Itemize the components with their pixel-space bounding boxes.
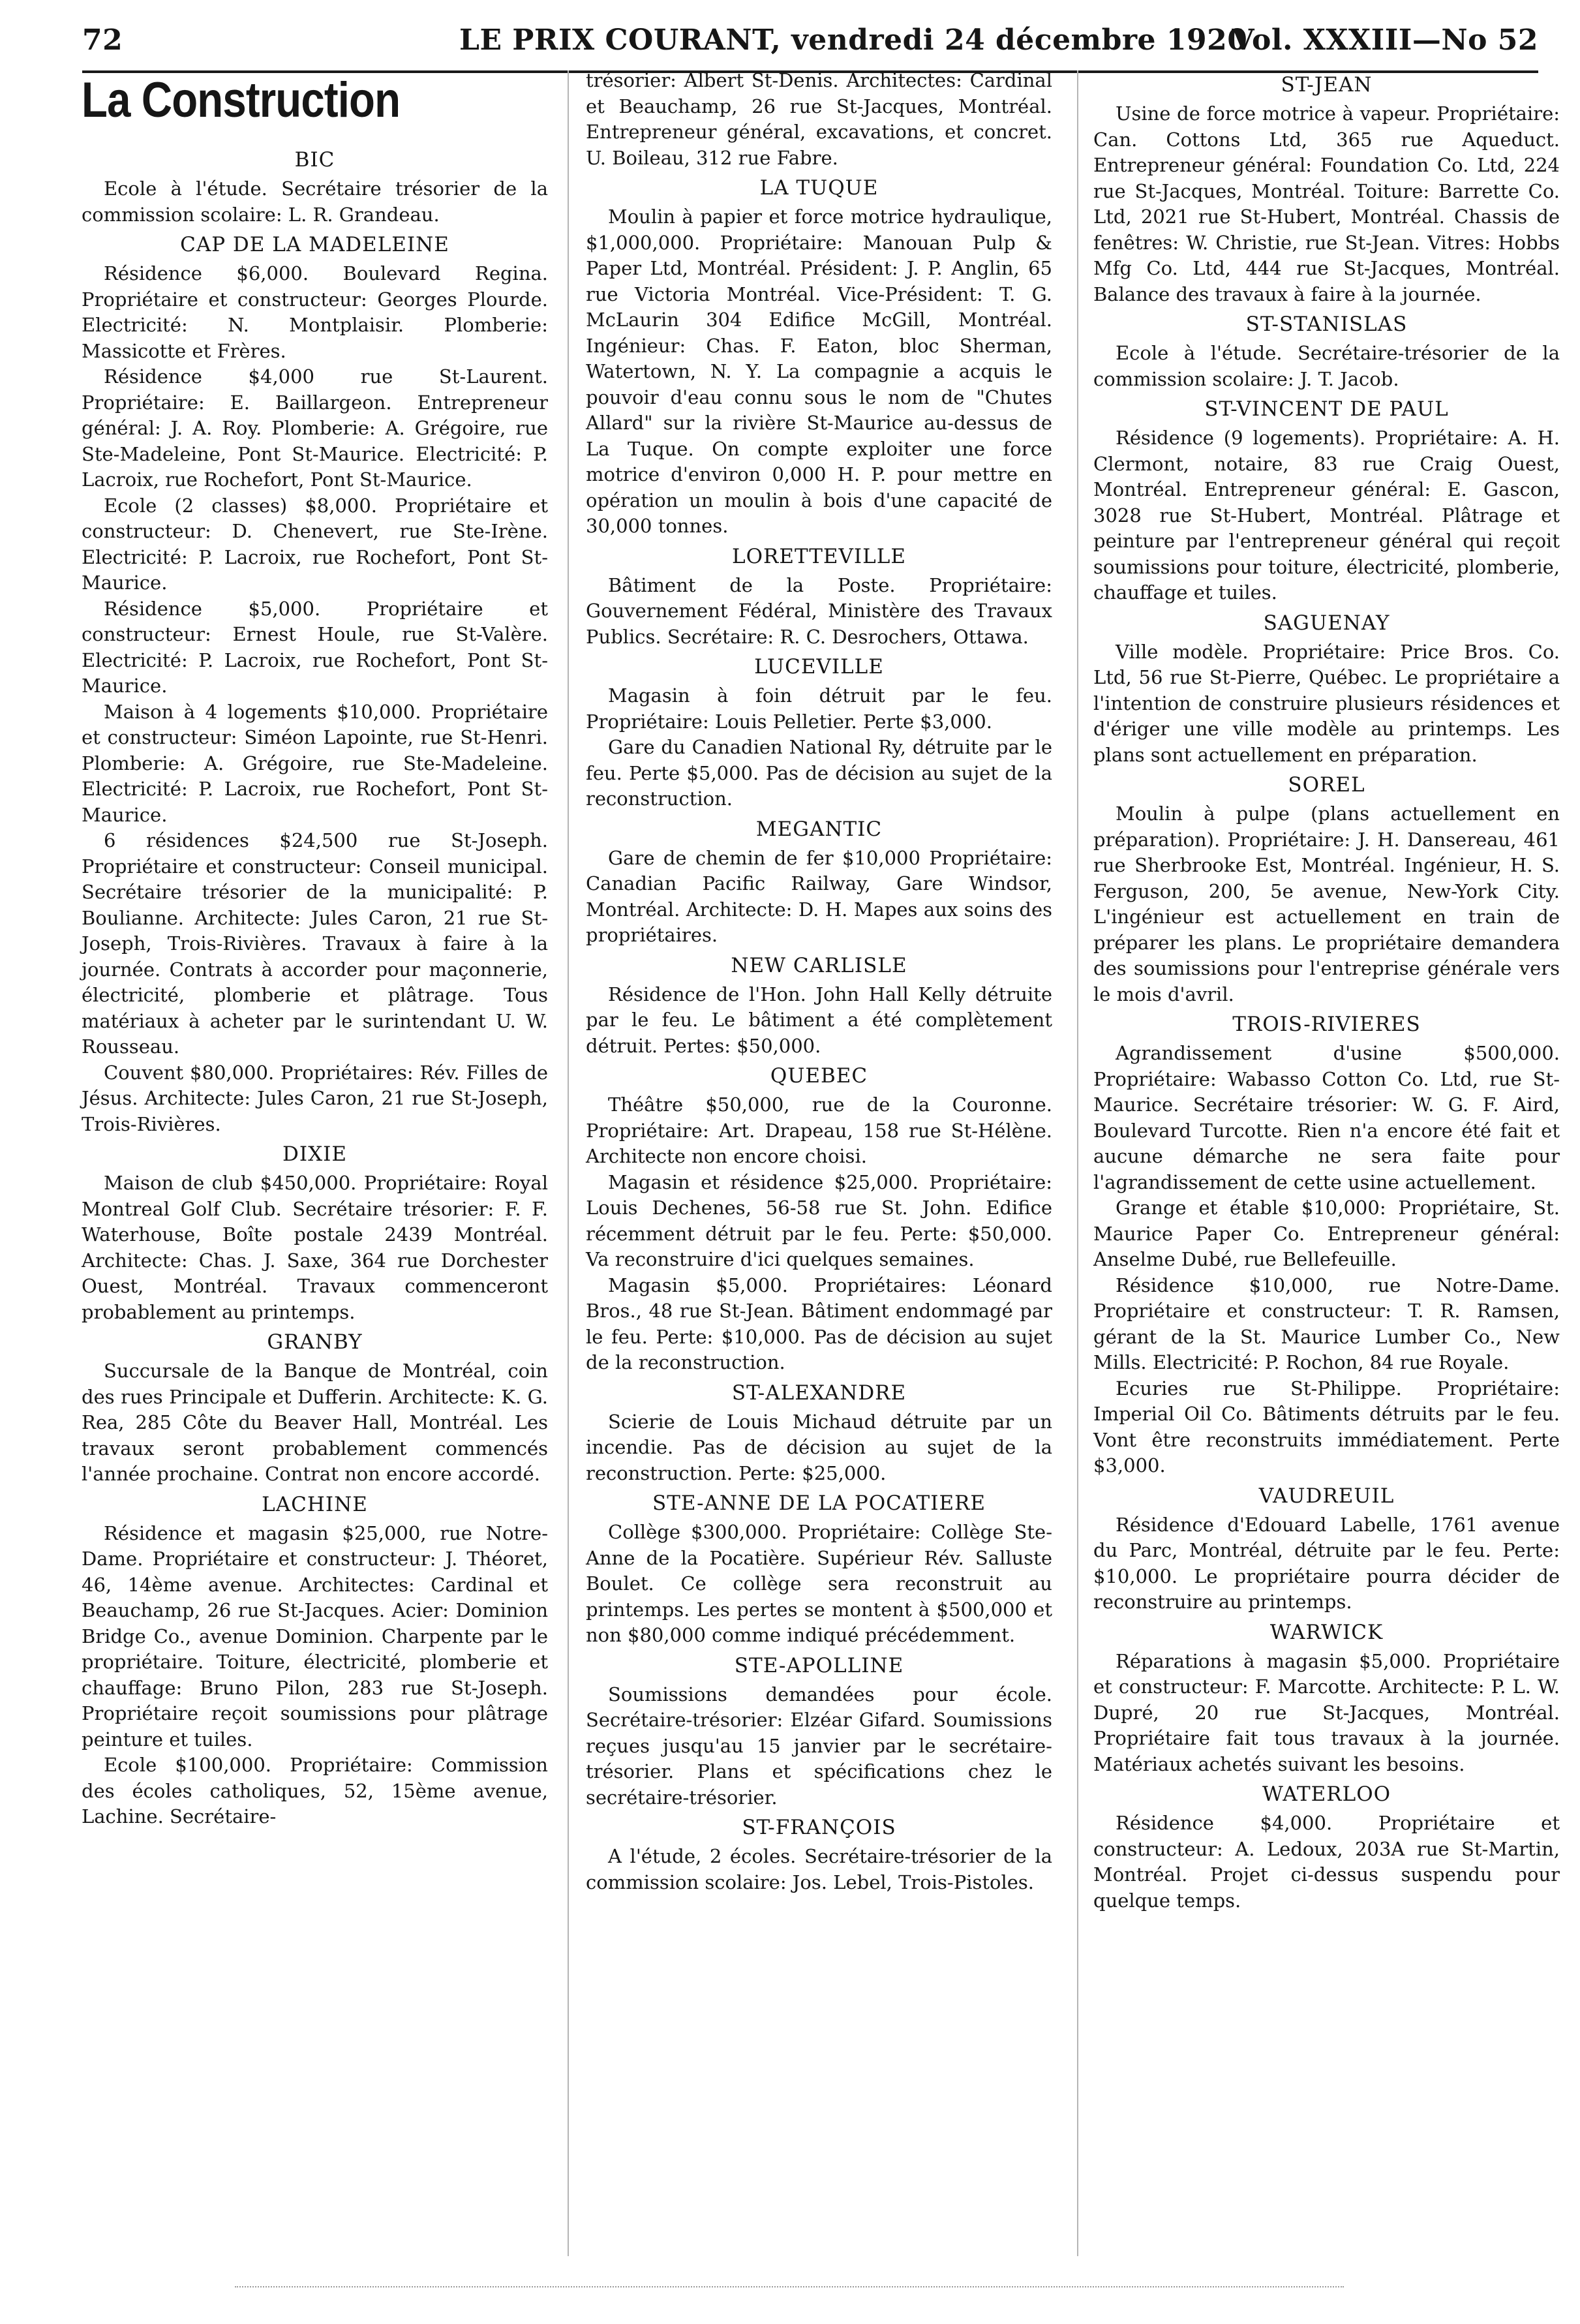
notice-paragraph: trésorier: Albert St-Denis. Architectes: Cardinal et Beauchamp, 26 rue St-Jacques, Montréal. Entrepreneur général, excavations, et concret. U. Boileau, 312 rue Fabre. bbox=[586, 69, 1052, 169]
notice-paragraph: Usine de force motrice à vapeur. Propriétaire: Can. Cottons Ltd, 365 rue Aqueduct. Entrepreneur général: Foundation Co. Ltd, 224 rue St-Jacques, Montréal. Toiture: Barrette Co. Ltd, 2021 rue St-Hubert, Montréal. Chassis de fenêtres: W. Christie, rue St-Jean. Vitres: Hobbs Mfg Co. Ltd, 444 rue St-Jacques, Montréal. Balance des travaux à faire à la journée. bbox=[1093, 102, 1560, 305]
place-heading: NEW CARLISLE bbox=[731, 953, 907, 977]
notice-paragraph: Bâtiment de la Poste. Propriétaire: Gouvernement Fédéral, Ministère des Travaux Publics. Secrétaire: R. C. Desrochers, Ottawa. bbox=[586, 573, 1052, 648]
place-heading: TROIS-RIVIERES bbox=[1232, 1013, 1421, 1036]
notice-paragraph: Ecuries rue St-Philippe. Propriétaire: Imperial Oil Co. Bâtiments détruits par le feu. Vont être reconstruits immédiatement. Perte $3,000. bbox=[1093, 1377, 1560, 1476]
notice-paragraph: Succursale de la Banque de Montréal, coin des rues Principale et Dufferin. Architecte: K. G. Rea, 285 Côte du Beaver Hall, Montréal. Les travaux seront probablement commencés l'année prochaine. Contrat non encore accordé. bbox=[82, 1360, 548, 1485]
page-number: 72 bbox=[82, 23, 123, 57]
notice-paragraph: Résidence d'Edouard Labelle, 1761 avenue du Parc, Montréal, détruite par le feu. Perte: $10,000. Le propriétaire pourra décider de reconstruire au printemps. bbox=[1093, 1513, 1560, 1613]
notice-paragraph: Moulin à pulpe (plans actuellement en préparation). Propriétaire: J. H. Dansereau, 461 rue Sherbrooke Est, Montréal. Ingénieur, H. S. Ferguson, 200, 5e avenue, New-York City. L'ingénieur est actuellement en train de préparer les plans. Le propriétaire demandera des soumissions pour l'entreprise générale vers le mois d'avril. bbox=[1093, 803, 1560, 1005]
notice-paragraph: Résidence $4,000 rue St-Laurent. Propriétaire: E. Baillargeon. Entrepreneur général: J. A. Roy. Plomberie: A. Grégoire, rue Ste-Madeleine, Pont St-Maurice. Electricité: P. Lacroix, rue Rochefort, Pont St-Maurice. bbox=[82, 365, 548, 491]
notice-paragraph: Grange et étable $10,000: Propriétaire, St. Maurice Paper Co. Entrepreneur général: Anselme Dubé, rue Bellefeuille. bbox=[1093, 1197, 1560, 1270]
notice-paragraph: Magasin et résidence $25,000. Propriétaire: Louis Dechenes, 56-58 rue St. John. Edifice récemment détruit par le feu. Perte: $50,000. Va reconstruire d'ici quelques semaines. bbox=[586, 1170, 1052, 1270]
notice-paragraph: Ecole à l'étude. Secrétaire-trésorier de la commission scolaire: J. T. Jacob. bbox=[1093, 342, 1560, 390]
place-heading: GRANBY bbox=[267, 1330, 363, 1354]
place-heading: WARWICK bbox=[1269, 1620, 1384, 1644]
notice-paragraph: Couvent $80,000. Propriétaires: Rév. Filles de Jésus. Architecte: Jules Caron, 21 rue St-Joseph, Trois-Rivières. bbox=[82, 1061, 548, 1135]
column-1 bbox=[82, 68, 548, 1830]
notice-paragraph: Résidence $6,000. Boulevard Regina. Propriétaire et constructeur: Georges Plourde. Electricité: N. Montplaisir. Plomberie: Massicotte et Frères. bbox=[82, 262, 548, 362]
page-bottom-rule bbox=[235, 2284, 1344, 2287]
place-heading: QUEBEC bbox=[770, 1064, 868, 1088]
place-heading: ST-ALEXANDRE bbox=[731, 1381, 907, 1405]
place-heading: STE-APOLLINE bbox=[734, 1653, 904, 1677]
volume-number: Vol. XXXIII—No 52 bbox=[1232, 23, 1538, 57]
place-heading: CAP DE LA MADELEINE bbox=[180, 233, 449, 256]
notice-paragraph: Moulin à papier et force motrice hydraulique, $1,000,000. Propriétaire: Manouan Pulp & Paper Ltd, Montréal. Président: J. P. Anglin, 65 rue Victoria Montréal. Vice-Président: T. G. McLaurin 304 Edifice McGill, Montréal. Ingénieur: Chas. F. Eaton, bloc Sherman, Watertown, N. Y. La compagnie a acquis le pouvoir d'eau connu sous le nom de "Chutes Allard" sur la rivière St-Maurice au-dessus de La Tuque. On compte exploiter une force motrice d'environ 0,000 H. P. pour mettre en opération un moulin à bois d'une capacité de 30,000 tonnes. bbox=[586, 206, 1052, 537]
notice-paragraph: Ecole à l'étude. Secrétaire trésorier de la commission scolaire: L. R. Grandeau. bbox=[82, 177, 548, 226]
place-heading: ST-JEAN bbox=[1281, 73, 1373, 97]
notice-paragraph: Soumissions demandées pour école. Secrétaire-trésorier: Elzéar Gifard. Soumissions reçues jusqu'au 15 janvier par le secrétaire-trésorier. Plans et spécifications chez le secrétaire-trésorier. bbox=[586, 1683, 1052, 1809]
notice-paragraph: Collège $300,000. Propriétaire: Collège Ste-Anne de la Pocatière. Supérieur Rév. Salluste Boulet. Ce collège sera reconstruit au printemps. Les pertes se montent à $500,000 et non $80,000 comme indiqué précédemment. bbox=[586, 1521, 1052, 1646]
place-heading: SOREL bbox=[1288, 773, 1365, 797]
place-heading: LUCEVILLE bbox=[754, 655, 884, 679]
place-heading: DIXIE bbox=[282, 1142, 348, 1166]
notice-paragraph: Magasin $5,000. Propriétaires: Léonard Bros., 48 rue St-Jean. Bâtiment endommagé par le feu. Perte: $10,000. Pas de décision au sujet de la reconstruction. bbox=[586, 1274, 1052, 1373]
place-heading: ST-STANISLAS bbox=[1245, 313, 1408, 336]
notice-paragraph: Réparations à magasin $5,000. Propriétaire et constructeur: F. Marcotte. Architecte: P. L. W. Dupré, 20 rue St-Jacques, Montréal. Propriétaire fait tous travaux à la journée. Matériaux achetés suivant les besoins. bbox=[1093, 1649, 1560, 1775]
notice-paragraph: Scierie de Louis Michaud détruite par un incendie. Pas de décision au sujet de la reconstruction. Perte: $25,000. bbox=[586, 1410, 1052, 1484]
notice-paragraph: Résidence $10,000, rue Notre-Dame. Propriétaire et constructeur: T. R. Ramsen, gérant de la St. Maurice Lumber Co., New Mills. Electricité: P. Rochon, 84 rue Royale. bbox=[1093, 1274, 1560, 1373]
place-heading: WATERLOO bbox=[1262, 1782, 1391, 1806]
place-heading: SAGUENAY bbox=[1263, 611, 1390, 635]
place-heading: VAUDREUIL bbox=[1258, 1484, 1395, 1508]
notice-paragraph: Résidence $5,000. Propriétaire et constructeur: Ernest Houle, rue St-Valère. Electricité: P. Lacroix, rue Rochefort, Pont St-Maurice. bbox=[82, 597, 548, 697]
notice-paragraph: Résidence (9 logements). Propriétaire: A. H. Clermont, notaire, 83 rue Craig Ouest, Montréal. Entrepreneur général: E. Gascon, 3028 rue St-Hubert, Montréal. Plâtrage et peinture par l'entrepreneur général qui reçoit soumissions pour toiture, électricité, plomberie, chauffage et tuiles. bbox=[1093, 427, 1560, 604]
notice-paragraph: Magasin à foin détruit par le feu. Propriétaire: Louis Pelletier. Perte $3,000. bbox=[586, 684, 1052, 733]
notice-paragraph: Ecole (2 classes) $8,000. Propriétaire et constructeur: D. Chenevert, rue Ste-Irène. Electricité: P. Lacroix, rue Rochefort, Pont St-Maurice. bbox=[82, 494, 548, 594]
place-heading: ST-VINCENT DE PAUL bbox=[1204, 397, 1449, 421]
column-2 bbox=[586, 68, 1052, 1895]
place-heading: BIC bbox=[294, 148, 335, 172]
place-heading: LA TUQUE bbox=[759, 176, 879, 200]
place-heading: MEGANTIC bbox=[755, 817, 883, 841]
notice-paragraph: 6 résidences $24,500 rue St-Joseph. Propriétaire et constructeur: Conseil municipal. Secrétaire trésorier de la municipalité: P. Boulianne. Architecte: Jules Caron, 21 rue St-Joseph, Trois-Rivières. Travaux à faire à la journée. Contrats à accorder pour maçonnerie, électricité, plomberie et plâtrage. Tous matériaux à acheter par le surintendant U. W. Rousseau. bbox=[82, 829, 548, 1058]
place-heading: STE-ANNE DE LA POCATIERE bbox=[652, 1491, 986, 1515]
notice-paragraph: Résidence $4,000. Propriétaire et constructeur: A. Ledoux, 203A rue St-Martin, Montréal. Projet ci-dessus suspendu pour quelque temps. bbox=[1093, 1812, 1560, 1912]
place-heading: LORETTEVILLE bbox=[732, 544, 906, 568]
column-rule bbox=[1077, 70, 1078, 2256]
place-heading: LACHINE bbox=[262, 1492, 368, 1516]
column-3 bbox=[1093, 68, 1560, 1914]
place-heading: ST-FRANÇOIS bbox=[742, 1816, 896, 1839]
masthead bbox=[82, 13, 1538, 73]
section-rubric: La Construction bbox=[82, 72, 401, 128]
notice-paragraph: Ville modèle. Propriétaire: Price Bros. Co. Ltd, 56 rue St-Pierre, Québec. Le propriétaire a l'intention de construire plusieurs résidences et d'ériger une ville modèle au printemps. Les plans sont actuellement en préparation. bbox=[1093, 640, 1560, 766]
notice-paragraph: Agrandissement d'usine $500,000. Propriétaire: Wabasso Cotton Co. Ltd, rue St-Maurice. Secrétaire trésorier: W. G. F. Aird, Boulevard Turcotte. Rien n'a encore été fait et aucune démarche ne sera faite pour l'agrandissement de cette usine actuellement. bbox=[1093, 1042, 1560, 1193]
notice-paragraph: Résidence de l'Hon. John Hall Kelly détruite par le feu. Le bâtiment a été complètement détruit. Pertes: $50,000. bbox=[586, 983, 1052, 1057]
notice-paragraph: A l'étude, 2 écoles. Secrétaire-trésorier de la commission scolaire: Jos. Lebel, Trois-Pistoles. bbox=[586, 1845, 1052, 1893]
notice-paragraph: Gare du Canadien National Ry, détruite par le feu. Perte $5,000. Pas de décision au sujet de la reconstruction. bbox=[586, 736, 1052, 810]
notice-paragraph: Maison à 4 logements $10,000. Propriétaire et constructeur: Siméon Lapointe, rue St-Henri. Plomberie: A. Grégoire, rue Ste-Madeleine. Electricité: P. Lacroix, rue Rochefort, Pont St-Maurice. bbox=[82, 700, 548, 826]
notice-paragraph: Ecole $100,000. Propriétaire: Commission des écoles catholiques, 52, 15ème avenue, Lachine. Secrétaire- bbox=[82, 1754, 548, 1827]
notice-paragraph: Théâtre $50,000, rue de la Couronne. Propriétaire: Art. Drapeau, 158 rue St-Hélène. Architecte non encore choisi. bbox=[586, 1093, 1052, 1167]
column-rule bbox=[568, 70, 569, 2256]
notice-paragraph: Maison de club $450,000. Propriétaire: Royal Montreal Golf Club. Secrétaire trésorier: F. F. Waterhouse, Boîte postale 2439 Montréal. Architecte: Chas. J. Saxe, 364 rue Dorchester Ouest, Montréal. Travaux commenceront probablement au printemps. bbox=[82, 1172, 548, 1323]
notice-paragraph: Résidence et magasin $25,000, rue Notre-Dame. Propriétaire et constructeur: J. Théoret, 46, 14ème avenue. Architectes: Cardinal et Beauchamp, 26 rue St-Jacques. Acier: Dominion Bridge Co., avenue Dominion. Charpente par le propriétaire. Toiture, électricité, plomberie et chauffage: Bruno Pilon, 283 rue St-Joseph. Propriétaire reçoit soumissions pour plâtrage peinture et tuiles. bbox=[82, 1521, 548, 1751]
publication-title: LE PRIX COURANT, vendredi 24 décembre 1920 bbox=[459, 23, 1248, 57]
notice-paragraph: Gare de chemin de fer $10,000 Propriétaire: Canadian Pacific Railway, Gare Windsor, Montréal. Architecte: D. H. Mapes aux soins des propriétaires. bbox=[586, 846, 1052, 946]
